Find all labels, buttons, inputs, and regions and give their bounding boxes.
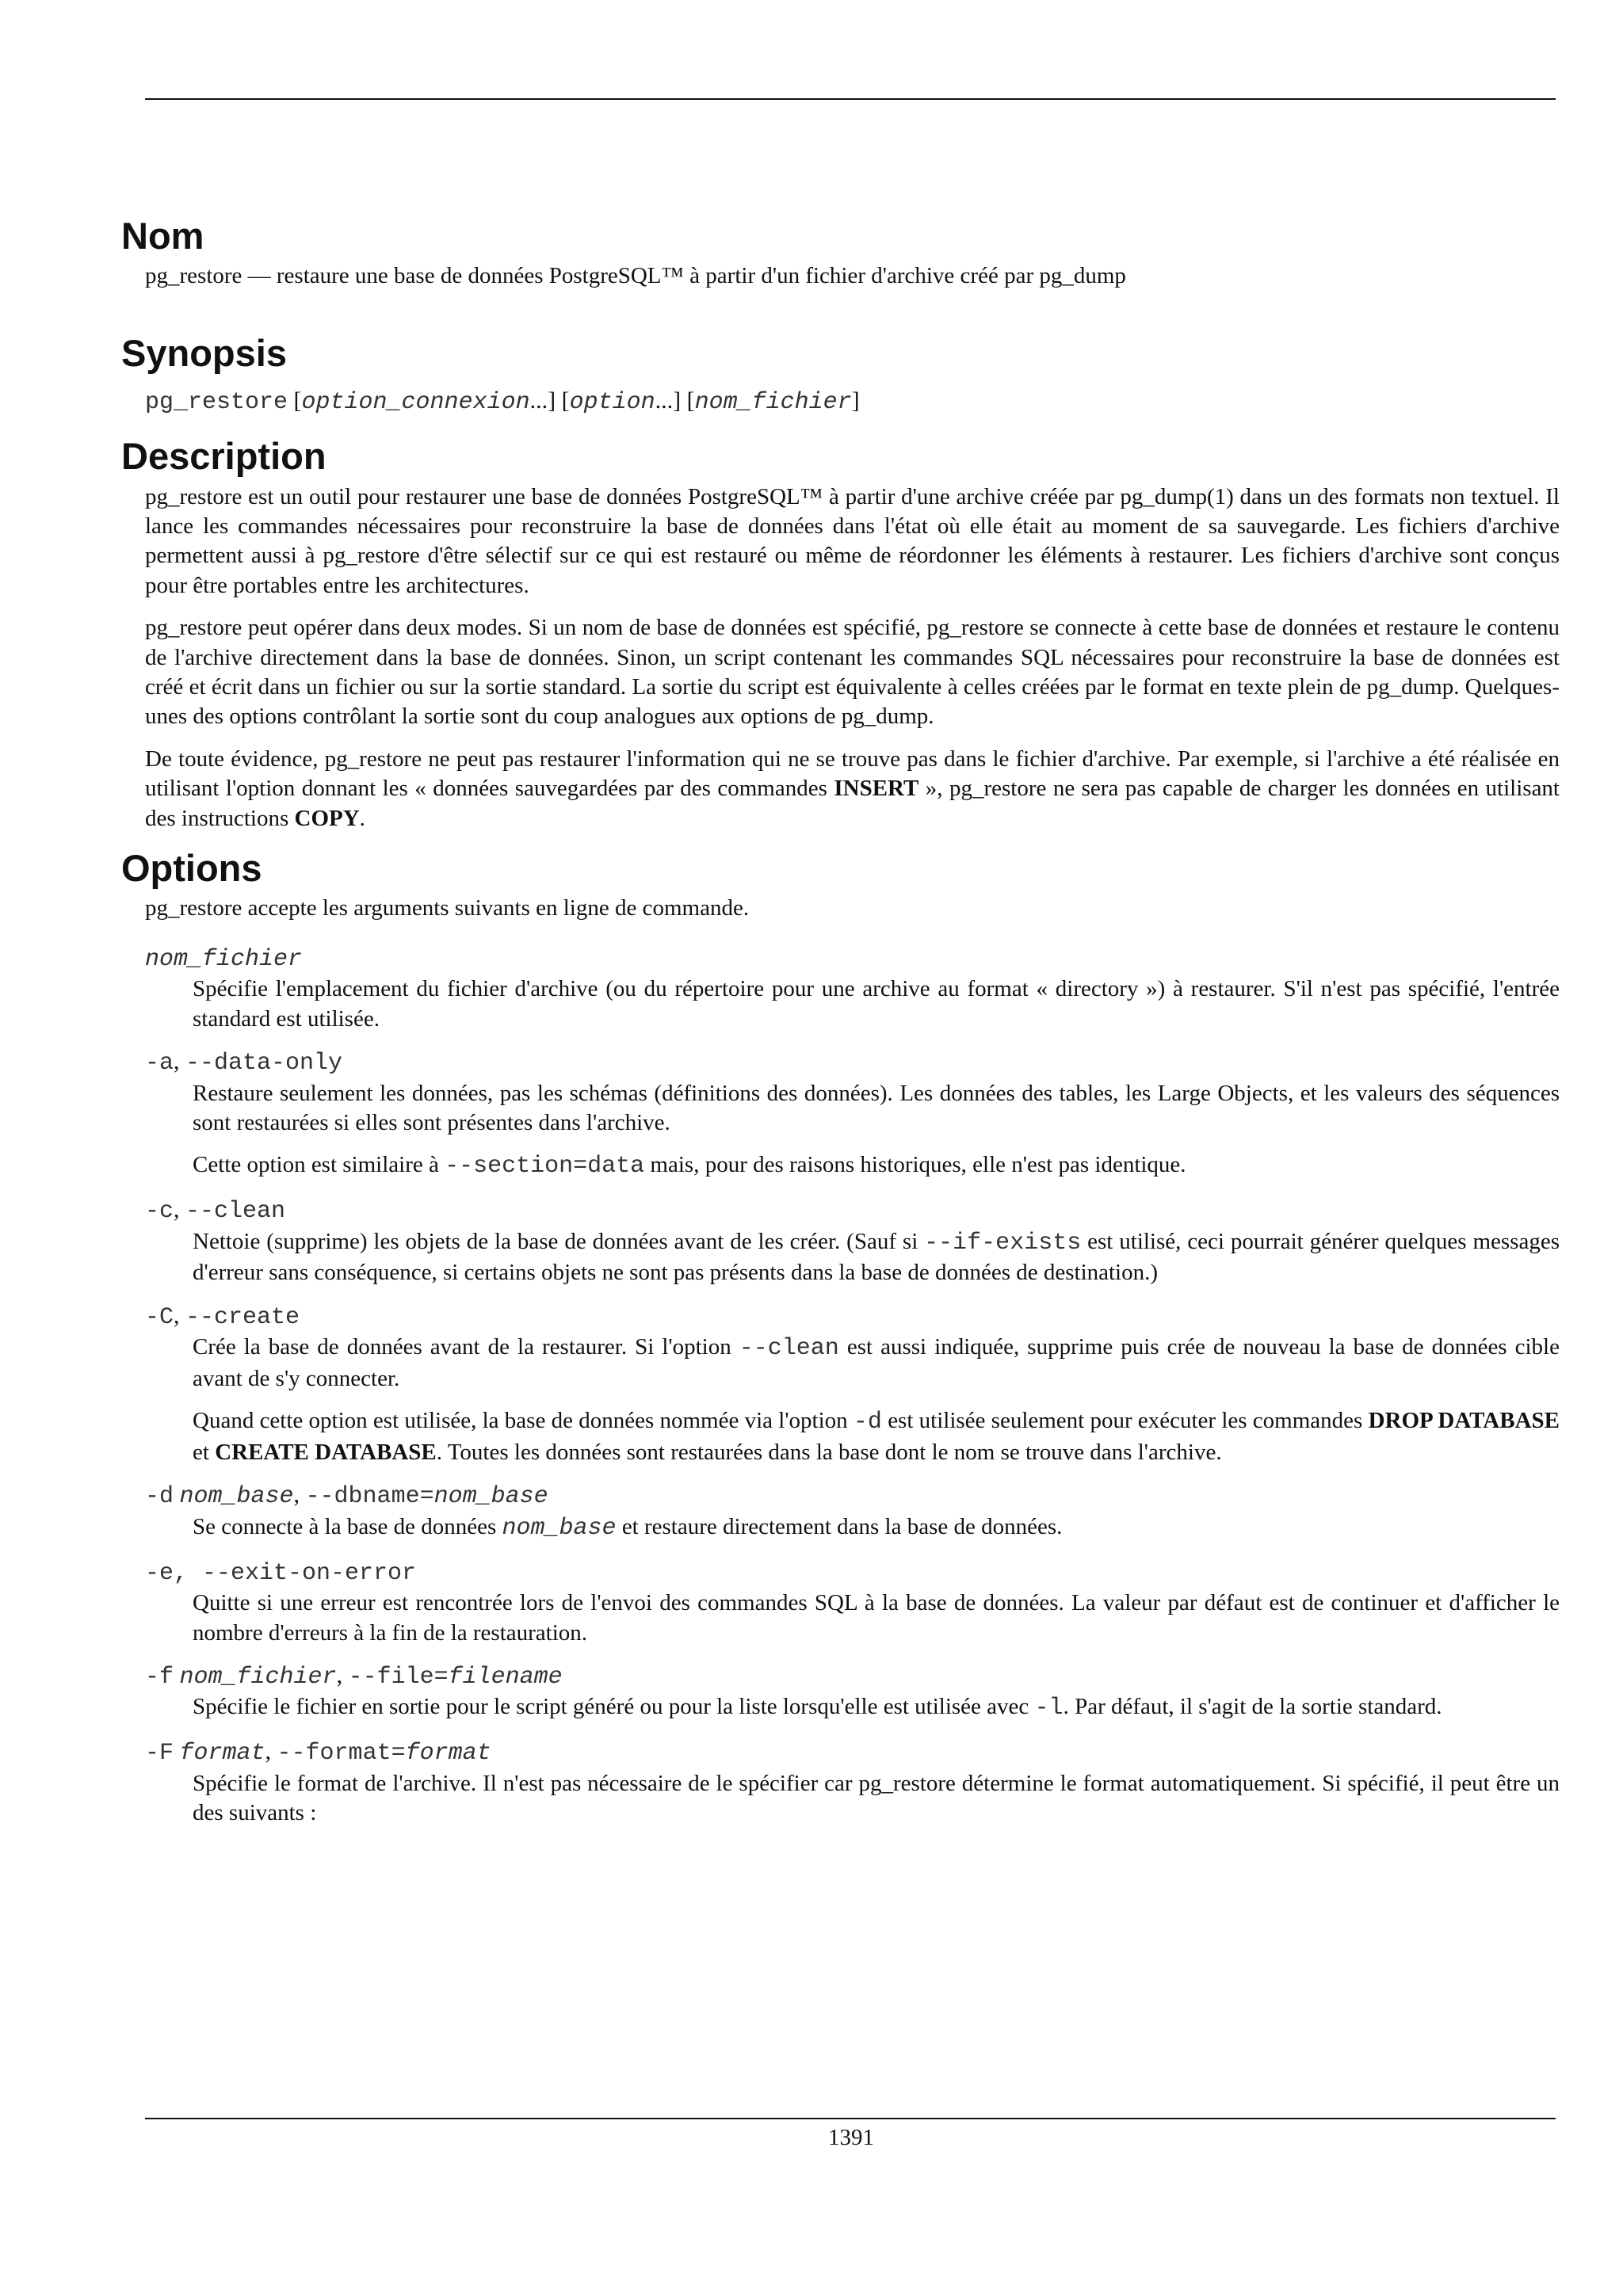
heading-nom: Nom xyxy=(121,215,204,257)
footer-rule xyxy=(145,2118,1556,2119)
option-desc-data-only: Restaure seulement les données, pas les schémas (définitions des données). Les données des tables, les Large Objects, et les valeurs des séquences sont restaurées si elles sont présentes dans l'archive. Cette option est similaire à --section=data mais, pour des raisons historiques, elle n'est pas identique. xyxy=(193,1080,1560,1180)
code-if-exists: --if-exists xyxy=(924,1229,1082,1257)
option-term-format: -F format, --format=format xyxy=(145,1738,491,1768)
heading-options: Options xyxy=(121,847,262,890)
code-d: -d xyxy=(853,1409,882,1436)
option-desc-dbname: Se connecte à la base de données nom_base et restaure directement dans la base de données. xyxy=(193,1513,1063,1542)
code-section-data: --section=data xyxy=(445,1153,645,1180)
description-paragraph-2: pg_restore peut opérer dans deux modes. Si un nom de base de données est spécifié, pg_restore se connecte à cette base de données et restaure le contenu de l'archive directement dans la base de données. Sinon, un script contenant les commandes SQL nécessaires pour reconstruire la base de données est créé et écrit dans un fichier ou sur la sortie standard. La sortie du script est équivalente à celles créées par le format en texte plein de pg_dump. Quelques-unes des options contrôlant la sortie sont du coup analogues aux options de pg_dump. xyxy=(145,615,1560,730)
header-rule xyxy=(145,98,1556,100)
option-term-data-only: -a, --data-only xyxy=(145,1048,343,1077)
section-nom xyxy=(121,214,1560,292)
option-desc-clean: Nettoie (supprime) les objets de la base de données avant de les créer. (Sauf si --if-exists est utilisé, ceci pourrait générer quelques messages d'erreur sans conséquence, si certains objets ne sont pas présents dans la base de données de destination.) xyxy=(193,1228,1560,1286)
option-term-file: -f nom_fichier, --file=filename xyxy=(145,1661,563,1691)
option-term-create: -C, --create xyxy=(145,1302,300,1331)
options-intro: pg_restore accepte les arguments suivants en ligne de commande. xyxy=(145,895,750,921)
option-term-dbname: -d nom_base, --dbname=nom_base xyxy=(145,1482,548,1511)
option-desc-file: Spécifie le fichier en sortie pour le script généré ou pour la liste lorsqu'elle est utilisée avec -l. Par défaut, il s'agit de la sortie standard. xyxy=(193,1694,1442,1722)
page-number: 1391 xyxy=(828,2125,874,2150)
option-term-exit-on-error: -e, --exit-on-error xyxy=(145,1559,417,1587)
synopsis-arg-file: nom_fichier xyxy=(694,389,852,417)
option-term-nom-fichier: nom_fichier xyxy=(145,945,303,973)
code-l: -l xyxy=(1034,1695,1064,1722)
nom-text: pg_restore — restaure une base de données PostgreSQL™ à partir d'un fichier d'archive créé par pg_dump xyxy=(145,263,1126,289)
synopsis-arg-option: option xyxy=(569,389,655,417)
insert-keyword: INSERT xyxy=(834,776,919,802)
option-desc-exit-on-error: Quitte si une erreur est rencontrée lors de l'envoi des commandes SQL à la base de données. La valeur par défaut est de continuer et d'afficher le nombre d'erreurs à la fin de la restauration. xyxy=(193,1590,1560,1646)
option-desc-format: Spécifie le format de l'archive. Il n'est pas nécessaire de le spécifier car pg_restore détermine le format automatiquement. Si spécifié, il peut être un des suivants : xyxy=(193,1770,1560,1826)
option-desc-create: Crée la base de données avant de la restaurer. Si l'option --clean est aussi indiquée, supprime puis crée de nouveau la base de données cible avant de s'y connecter. Quand cette option est utilisée, la base de données nommée via l'option -d est utilisée seulement pour exécuter les commandes DROP DATABASE et CREATE DATABASE. Toutes les données sont restaurées dans la base dont le nom se trouve dans l'archive. xyxy=(193,1334,1560,1466)
synopsis-line: pg_restore [option_connexion...] [option...] [nom_fichier] xyxy=(145,387,860,417)
copy-keyword: COPY xyxy=(294,805,360,831)
option-desc-nom-fichier: Spécifie l'emplacement du fichier d'archive (ou du répertoire pour une archive au format « directory ») à restaurer. S'il n'est pas spécifié, l'entrée standard est utilisée. xyxy=(193,976,1560,1032)
synopsis-arg-connexion: option_connexion xyxy=(301,389,530,417)
synopsis-command: pg_restore xyxy=(145,389,288,417)
code-clean: --clean xyxy=(739,1335,839,1363)
section-description xyxy=(121,434,1560,833)
description-paragraph-1: pg_restore est un outil pour restaurer une base de données PostgreSQL™ à partir d'une archive créée par pg_dump(1) dans un des formats non textuel. Il lance les commandes nécessaires pour reconstruire la base de données dans l'état où elle était au moment de sa sauvegarde. Les fichiers d'archive permettent aussi à pg_restore d'être sélectif sur ce qui est restauré ou même de réordonner les éléments à restaurer. Les fichiers d'archive sont conçus pour être portables entre les architectures. xyxy=(145,483,1560,598)
heading-description: Description xyxy=(121,435,327,478)
options-list xyxy=(145,943,1560,1829)
section-options xyxy=(121,846,1560,1828)
page-content xyxy=(121,214,1560,1840)
heading-synopsis: Synopsis xyxy=(121,331,287,374)
section-synopsis xyxy=(121,331,1560,418)
description-paragraph-3: De toute évidence, pg_restore ne peut pas restaurer l'information qui ne se trouve pas dans le fichier d'archive. Par exemple, si l'archive a été réalisée en utilisant l'option donnant les « données sauvegardées par des commandes INSERT », pg_restore ne sera pas capable de charger les données en utilisant des instructions COPY. xyxy=(145,746,1560,831)
option-term-clean: -c, --clean xyxy=(145,1196,286,1226)
